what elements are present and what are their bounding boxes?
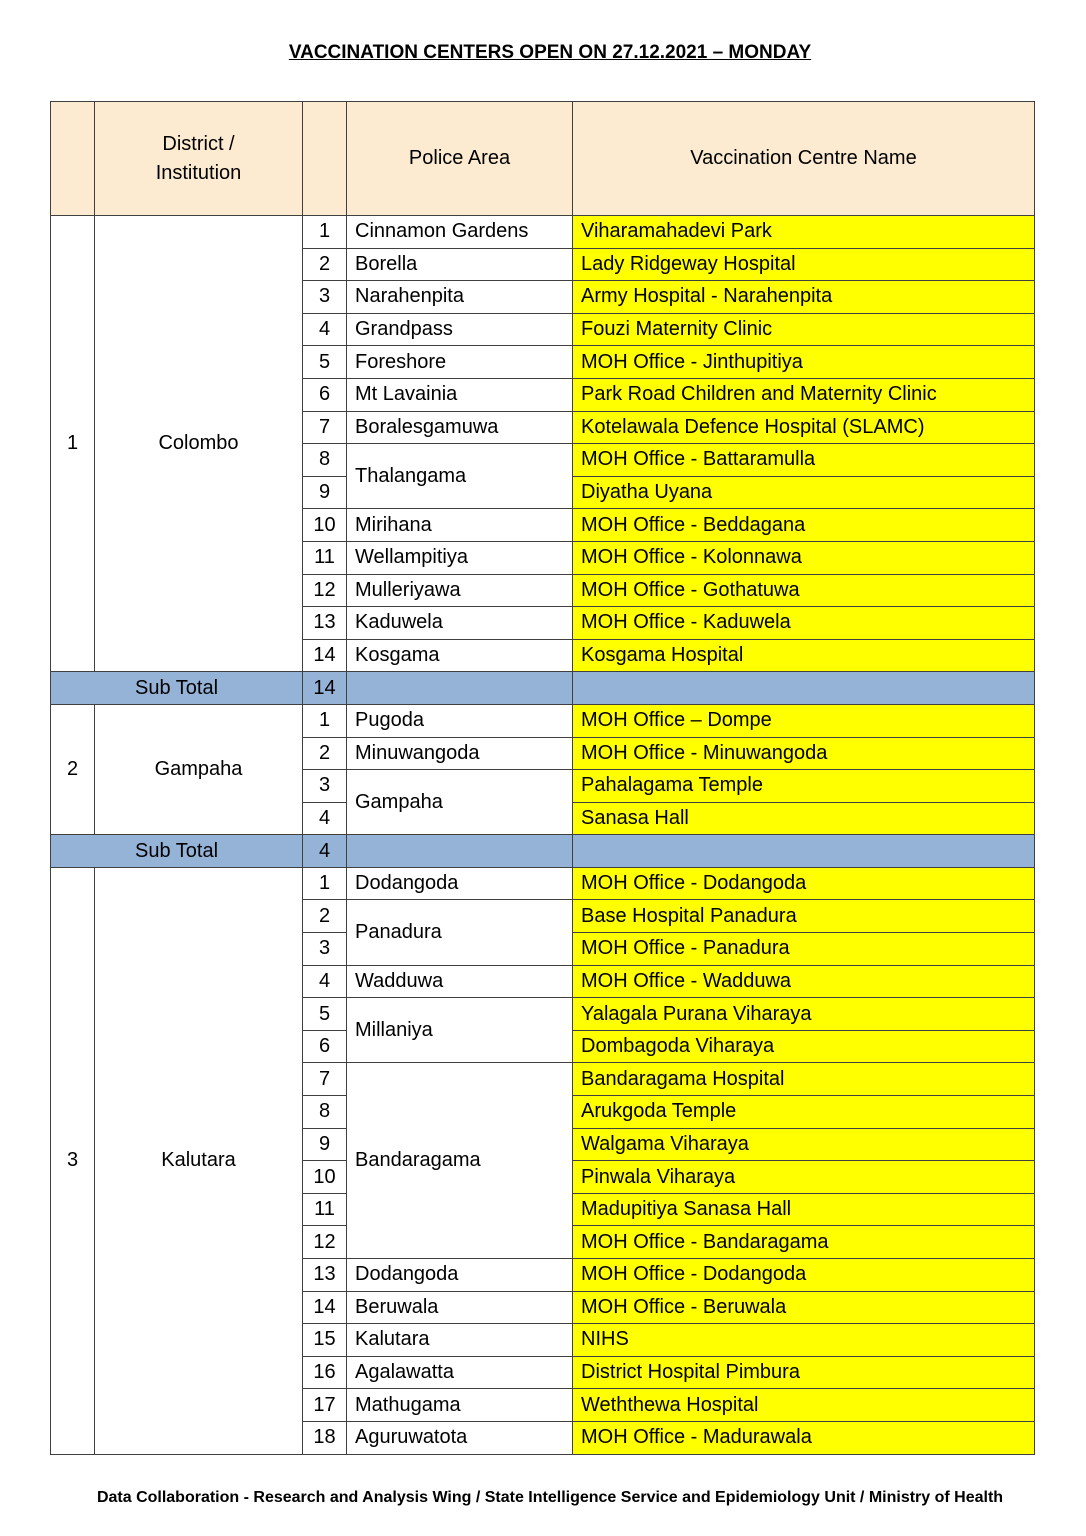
table-header-row <box>51 102 1035 216</box>
subtotal-empty-cell <box>573 835 1035 868</box>
table-body <box>51 102 1035 1455</box>
district-index: 3 <box>51 867 95 1454</box>
centre-name: Fouzi Maternity Clinic <box>573 313 1035 346</box>
centre-name: Kosgama Hospital <box>573 639 1035 672</box>
centre-name: NIHS <box>573 1324 1035 1357</box>
police-area: Agalawatta <box>347 1356 573 1389</box>
centre-name: MOH Office - Beddagana <box>573 509 1035 542</box>
centre-number: 7 <box>303 411 347 444</box>
centre-name: Pahalagama Temple <box>573 770 1035 803</box>
header-index-cell <box>51 102 95 216</box>
centre-number: 9 <box>303 1128 347 1161</box>
table-row <box>51 867 1035 900</box>
centre-name: Arukgoda Temple <box>573 1096 1035 1129</box>
centre-number: 2 <box>303 900 347 933</box>
table-row <box>51 216 1035 249</box>
police-area: Beruwala <box>347 1291 573 1324</box>
centre-name: Dombagoda Viharaya <box>573 1030 1035 1063</box>
police-area: Grandpass <box>347 313 573 346</box>
centre-number: 1 <box>303 704 347 737</box>
centre-number: 4 <box>303 965 347 998</box>
centre-number: 3 <box>303 770 347 803</box>
subtotal-label: Sub Total <box>51 672 303 705</box>
centre-number: 18 <box>303 1421 347 1454</box>
centre-name: Weththewa Hospital <box>573 1389 1035 1422</box>
centre-number: 6 <box>303 378 347 411</box>
centre-name: Army Hospital - Narahenpita <box>573 281 1035 314</box>
centre-name: District Hospital Pimbura <box>573 1356 1035 1389</box>
centre-name: Kotelawala Defence Hospital (SLAMC) <box>573 411 1035 444</box>
header-district: District / Institution <box>95 102 303 216</box>
police-area: Narahenpita <box>347 281 573 314</box>
centre-number: 14 <box>303 1291 347 1324</box>
police-area: Panadura <box>347 900 573 965</box>
police-area: Dodangoda <box>347 867 573 900</box>
centre-number: 3 <box>303 933 347 966</box>
district-name: Gampaha <box>95 704 303 834</box>
centre-name: MOH Office - Kaduwela <box>573 607 1035 640</box>
subtotal-row <box>51 672 1035 705</box>
centre-name: Madupitiya Sanasa Hall <box>573 1193 1035 1226</box>
centre-number: 14 <box>303 639 347 672</box>
police-area: Thalangama <box>347 444 573 509</box>
police-area: Kosgama <box>347 639 573 672</box>
centre-name: Pinwala Viharaya <box>573 1161 1035 1194</box>
police-area: Aguruwatota <box>347 1421 573 1454</box>
police-area: Wadduwa <box>347 965 573 998</box>
district-index: 1 <box>51 216 95 672</box>
police-area: Kaduwela <box>347 607 573 640</box>
centre-name: MOH Office - Gothatuwa <box>573 574 1035 607</box>
centre-number: 5 <box>303 346 347 379</box>
centre-number: 4 <box>303 313 347 346</box>
centre-number: 1 <box>303 867 347 900</box>
centre-name: Walgama Viharaya <box>573 1128 1035 1161</box>
centre-number: 13 <box>303 607 347 640</box>
centre-number: 13 <box>303 1259 347 1292</box>
header-centre-name: Vaccination Centre Name <box>573 102 1035 216</box>
subtotal-value: 4 <box>303 835 347 868</box>
centre-number: 8 <box>303 1096 347 1129</box>
vaccination-centres-table <box>50 101 1035 1455</box>
centre-number: 3 <box>303 281 347 314</box>
centre-number: 17 <box>303 1389 347 1422</box>
centre-name: MOH Office - Minuwangoda <box>573 737 1035 770</box>
subtotal-empty-cell <box>573 672 1035 705</box>
centre-name: Sanasa Hall <box>573 802 1035 835</box>
subtotal-row <box>51 835 1035 868</box>
header-number-cell <box>303 102 347 216</box>
centre-name: MOH Office - Madurawala <box>573 1421 1035 1454</box>
centre-number: 15 <box>303 1324 347 1357</box>
police-area: Mathugama <box>347 1389 573 1422</box>
centre-number: 11 <box>303 1193 347 1226</box>
subtotal-label: Sub Total <box>51 835 303 868</box>
page-title: VACCINATION CENTERS OPEN ON 27.12.2021 – MONDAY <box>288 42 812 63</box>
centre-name: MOH Office - Kolonnawa <box>573 541 1035 574</box>
centre-number: 12 <box>303 574 347 607</box>
centre-number: 11 <box>303 541 347 574</box>
police-area: Millaniya <box>347 998 573 1063</box>
district-name: Colombo <box>95 216 303 672</box>
centre-name: MOH Office - Beruwala <box>573 1291 1035 1324</box>
subtotal-empty-cell <box>347 835 573 868</box>
police-area: Dodangoda <box>347 1259 573 1292</box>
centre-number: 4 <box>303 802 347 835</box>
centre-number: 2 <box>303 248 347 281</box>
centre-name: Lady Ridgeway Hospital <box>573 248 1035 281</box>
centre-number: 2 <box>303 737 347 770</box>
centre-name: MOH Office - Wadduwa <box>573 965 1035 998</box>
centre-number: 7 <box>303 1063 347 1096</box>
district-name: Kalutara <box>95 867 303 1454</box>
centre-number: 10 <box>303 509 347 542</box>
footer-source: Data Collaboration - Research and Analysis Wing / State Intelligence Service and Epidemiology Unit / Ministry of Health <box>96 1489 1004 1506</box>
centre-name: Viharamahadevi Park <box>573 216 1035 249</box>
police-area: Boralesgamuwa <box>347 411 573 444</box>
centre-number: 8 <box>303 444 347 477</box>
police-area: Mirihana <box>347 509 573 542</box>
subtotal-empty-cell <box>347 672 573 705</box>
police-area: Gampaha <box>347 770 573 835</box>
police-area: Kalutara <box>347 1324 573 1357</box>
centre-name: MOH Office - Dodangoda <box>573 1259 1035 1292</box>
centre-number: 9 <box>303 476 347 509</box>
centre-name: MOH Office - Battaramulla <box>573 444 1035 477</box>
centre-number: 12 <box>303 1226 347 1259</box>
centre-name: Bandaragama Hospital <box>573 1063 1035 1096</box>
police-area: Pugoda <box>347 704 573 737</box>
header-police-area: Police Area <box>347 102 573 216</box>
centre-name: MOH Office - Jinthupitiya <box>573 346 1035 379</box>
centre-number: 10 <box>303 1161 347 1194</box>
centre-number: 1 <box>303 216 347 249</box>
police-area: Mt Lavainia <box>347 378 573 411</box>
centre-name: Park Road Children and Maternity Clinic <box>573 378 1035 411</box>
centre-name: MOH Office - Dodangoda <box>573 867 1035 900</box>
subtotal-value: 14 <box>303 672 347 705</box>
police-area: Minuwangoda <box>347 737 573 770</box>
police-area: Bandaragama <box>347 1063 573 1259</box>
police-area: Cinnamon Gardens <box>347 216 573 249</box>
centre-name: Base Hospital Panadura <box>573 900 1035 933</box>
centre-name: Diyatha Uyana <box>573 476 1035 509</box>
centre-name: MOH Office – Dompe <box>573 704 1035 737</box>
centre-name: MOH Office - Panadura <box>573 933 1035 966</box>
centre-number: 16 <box>303 1356 347 1389</box>
district-index: 2 <box>51 704 95 834</box>
centre-number: 5 <box>303 998 347 1031</box>
police-area: Wellampitiya <box>347 541 573 574</box>
centre-number: 6 <box>303 1030 347 1063</box>
centre-name: Yalagala Purana Viharaya <box>573 998 1035 1031</box>
police-area: Foreshore <box>347 346 573 379</box>
table-row <box>51 704 1035 737</box>
centre-name: MOH Office - Bandaragama <box>573 1226 1035 1259</box>
police-area: Borella <box>347 248 573 281</box>
police-area: Mulleriyawa <box>347 574 573 607</box>
